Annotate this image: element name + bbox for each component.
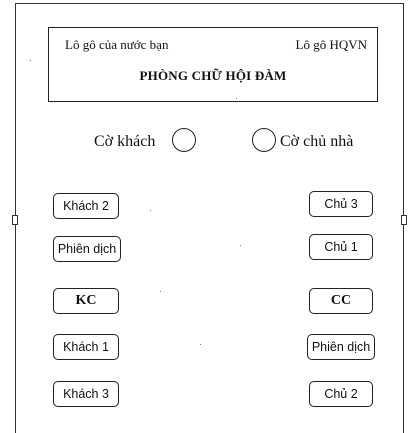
host-seat-chu-1: Chủ 1 bbox=[309, 234, 373, 260]
room-title: PHÒNG CHỮ HỘI ĐÀM bbox=[139, 68, 287, 83]
guest-seat-khach-3: Khách 3 bbox=[53, 381, 119, 407]
host-flag-marker bbox=[252, 128, 276, 152]
partner-country-logo-label: Lô gô của nước bạn bbox=[65, 37, 169, 52]
scan-speck bbox=[240, 245, 241, 246]
host-seat-interpreter: Phiên dịch bbox=[307, 334, 375, 360]
host-logo-label: Lô gô HQVN bbox=[295, 37, 367, 52]
guest-flag-label: Cờ khách bbox=[94, 133, 156, 150]
guest-seat-kc: KC bbox=[53, 288, 119, 314]
room-wall-marker-left bbox=[12, 215, 18, 225]
room-banner bbox=[48, 27, 378, 102]
scan-speck bbox=[30, 60, 31, 61]
guest-flag-marker bbox=[172, 128, 196, 152]
guest-seat-khach-2: Khách 2 bbox=[53, 193, 119, 219]
host-seat-chu-2: Chủ 2 bbox=[309, 381, 373, 407]
scan-speck bbox=[236, 98, 237, 99]
host-seat-cc: CC bbox=[309, 288, 373, 314]
room-wall-marker-right bbox=[401, 215, 407, 225]
host-seat-chu-3: Chủ 3 bbox=[309, 191, 373, 217]
guest-seat-khach-1: Khách 1 bbox=[53, 334, 119, 360]
scan-speck bbox=[150, 210, 151, 211]
scan-speck bbox=[160, 291, 161, 292]
guest-seat-interpreter: Phiên dịch bbox=[53, 236, 121, 262]
scan-speck bbox=[200, 344, 201, 345]
host-flag-label: Cờ chủ nhà bbox=[280, 133, 354, 150]
